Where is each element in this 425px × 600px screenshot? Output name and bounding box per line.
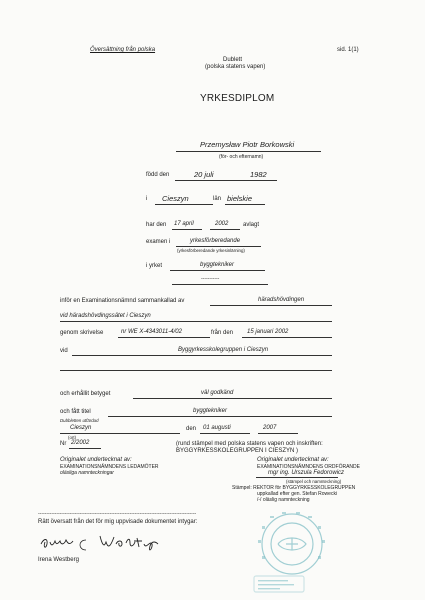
issued-caption: Dubbletten utfärdad [60,418,99,423]
number-label: Nr [60,441,67,447]
right-name-line [256,477,338,478]
right-stamp-2: Stämpel: REKTOR för BYGGYRKESSKOLEGRUPPEN [232,485,356,491]
right-stamp-caption: (stämpel och namnteckning) [286,479,342,484]
profession-value: byggtekniker [200,262,235,268]
title-label: och fått titel [60,409,91,415]
right-role: EXAMINATIONSNÄMNDENS ORDFÖRANDE [257,464,360,470]
profession-label: i yrket [146,263,163,269]
page-title: YRKESDIPLOM [200,93,275,104]
born-place: Cieszyn [162,194,189,203]
grade-label: och erhållit betyget [60,391,111,397]
issued-year: 2007 [263,425,277,431]
number-value: 2/2002 [71,440,90,446]
exam-caption: (yrkesförberedande yrkesinlärning) [177,248,245,253]
place-line [155,204,213,205]
page-number: sid. 1(1) [337,47,359,53]
exam-value: yrkesförberedande [190,238,241,244]
name-caption: (för- och efternamn) [219,154,264,160]
before-label: inför en Examinationsnämnd sammankallad av [60,298,185,304]
issued-place: Cieszyn [70,425,92,431]
dash-separator: ----------- [201,276,220,282]
left-role: EXAMINATIONSNÄMNDENS LEDAMÖTER [60,464,159,470]
stamp-line-1: (rund stämpel med polska statens vapen och inskriften: [176,441,323,447]
via-label: genom skrivelse [60,330,104,336]
separator-dashes: ----------------------------------------------------------------------------------------------- [38,511,197,517]
place-caption: (ort) [68,435,77,440]
grade-value: väl godkänd [201,390,234,396]
born-line [175,180,277,181]
date-line [172,229,202,230]
issued-year-line [258,433,298,434]
dash-line [172,284,268,285]
issued-date-line [200,433,250,434]
right-original: Originalet undertecknat av: [257,457,329,463]
from-line [242,337,332,338]
left-note: oläsliga namnteckningar [60,470,114,476]
exam-label: examen i [146,239,171,245]
at-value: Byggyrkesskolegruppen i Cieszyn [178,347,269,353]
translator-stamp [234,508,354,596]
certification-text: Rätt översatt från det för mig uppvisade dokumentet intygar: [38,519,198,525]
blank-line [60,370,332,371]
number-line [69,448,101,449]
translator-name: Irena Westberg [38,557,79,563]
grade-line [133,398,332,399]
at-line [72,355,332,356]
holder-name: Przemysław Piotr Borkowski [200,140,295,149]
county-value: bielskie [227,194,253,203]
via-value: nr WE X-4343011-4/02 [121,329,182,335]
exam-line [176,246,261,247]
translator-signature [38,530,188,560]
county-line [225,204,265,205]
year-line [210,229,240,230]
issued-place-line [60,433,180,434]
translation-note: Översättning från polska [90,47,156,53]
seat-value: vid häradshövdingssätet i Cieszyn [60,313,151,319]
from-value: 15 januari 2002 [247,329,289,335]
issued-date: 01 augusti [203,425,231,431]
emblem-note: (polska statens vapen) [205,64,266,70]
born-label: född den [146,172,170,178]
title-line [108,416,332,417]
county-label: län [213,196,222,202]
exam-year: 2002 [215,221,229,227]
exam-date: 17 april [174,221,194,227]
stamp-line-2: BYGGYRKESSKOLEGRUPPEN I CIESZYN ) [176,448,299,454]
duplicate-label: Dublett [223,57,243,63]
at-label: vid [60,348,68,354]
name-line [176,151,321,152]
born-day: 20 juli [194,170,214,179]
born-year: 1982 [250,170,267,179]
seat-line [60,321,332,322]
before-value: häradshövdingen [258,297,305,303]
right-stamp-4: /-/ oläslig namnteckning [257,497,310,503]
passed-label: avlagt [243,222,260,228]
before-line [210,305,332,306]
issued-date-label: den [186,426,197,432]
has-label: har den [146,222,167,228]
via-line [118,337,210,338]
profession-line [170,270,265,271]
in-label: i [146,196,148,202]
right-name: mgr ing. Urszula Fedorowicz [268,470,345,476]
right-stamp-3: uppkallad efter gen. Stefan Rowecki [257,491,338,497]
left-original: Originalet undertecknat av: [60,457,132,463]
title-value: byggtekniker [193,408,228,414]
from-label: från den [211,330,234,336]
